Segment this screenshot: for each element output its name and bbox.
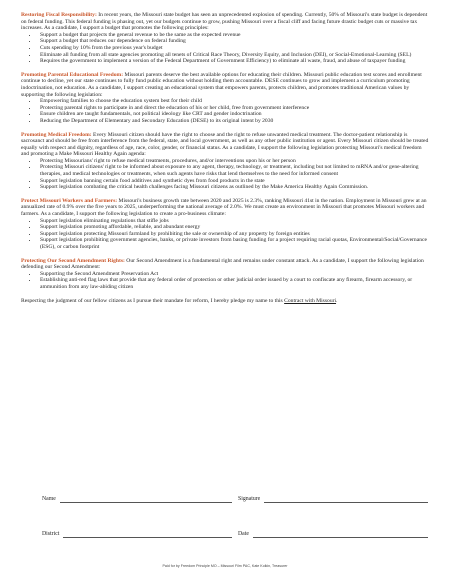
policy-section xyxy=(21,258,429,291)
bullet-item: • Protecting Missouri citizens' right to be informed about exposure to any agent, therapy, technology, or treatment, including but not limited to mRNA and/or gene-altering therapies, and medical technologies or treatments, when such agents have risks that lend themselves to the need for informed consent xyxy=(38,164,429,177)
policy-sections xyxy=(21,12,429,291)
bullet-item: • Requires the government to implement a version of the Federal Department of Government Efficiency) to eliminate all waste, fraud, and abuse of taxpayer funding xyxy=(38,58,429,65)
bullet-item: • Support legislation prohibiting government agencies, banks, or private investors from basing funding for a project requiring racial quotas, Environmental/Social/Governance (ESG), or carbon footprint xyxy=(38,237,429,250)
bullet-item: • Support legislation promoting affordable, reliable, and abundant energy xyxy=(38,224,429,231)
bullet-item: • Ensure children are taught fundamentals, not political ideology like CRT and gender indoctrination xyxy=(38,111,429,118)
name-field[interactable] xyxy=(42,496,232,503)
bullet-list xyxy=(21,158,429,191)
bullet-list xyxy=(21,98,429,124)
section-paragraph xyxy=(21,72,429,98)
district-field[interactable] xyxy=(42,531,232,538)
bullet-item: • Cuts spending by 10% from the previous year's budget xyxy=(38,45,429,52)
policy-section xyxy=(21,12,429,65)
bullet-item: • Support legislation protecting Missouri farmland by prohibiting the sale or ownership of any property by foreign entities xyxy=(38,231,429,238)
bullet-item: • Reducing the Department of Elementary and Secondary Education (DESE) to its original intent by 2030 xyxy=(38,118,429,125)
signature-row-1 xyxy=(42,496,429,503)
closing-pledge-paragraph xyxy=(21,298,429,305)
bullet-item: • Support a budget that reduces our dependence on federal funding xyxy=(38,38,429,45)
bullet-item: • Support legislation combating the critical health challenges facing Missouri citizens as outlined by the Make America Healthy Again Commission. xyxy=(38,184,429,191)
bullet-item: • Support legislation eliminating regulations that stifle jobs xyxy=(38,218,429,225)
bullet-list xyxy=(21,271,429,291)
name-line[interactable] xyxy=(60,496,232,503)
signature-field[interactable] xyxy=(238,496,428,503)
district-line[interactable] xyxy=(63,531,232,538)
signature-label: Signature xyxy=(238,496,261,503)
section-heading: Promoting Medical Freedom: xyxy=(21,131,92,138)
contract-title-underlined: Contract with Missouri xyxy=(284,297,337,304)
bullet-item: • Establishing anti-red flag laws that provide that any federal order of protection or other judicial order issued by a court to confiscate any firearm, firearm accessory, or ammunition from any law-abiding citizen xyxy=(38,277,429,290)
date-line[interactable] xyxy=(253,531,428,538)
paid-for-by-footer: Paid for by Freedom Principle MO – Missouri Film PAC, Kate Kolkin, Treasurer xyxy=(162,564,288,568)
body-text: Missouri's business growth rate between 2020 and 2025 is 2.3%, ranking Missouri 41st in the nation. Employment in Missouri grew at an annualized rate of 0.9% over the five years to 2025, underperforming the national average of 2.0%. We must create an environment in Missouri that promotes Missouri workers and farmers. As a candidate, I support the following legislation to create a pro-business climate: xyxy=(21,197,427,218)
section-heading: Promoting Parental Educational Freedom: xyxy=(21,71,124,78)
bullet-item: • Empowering families to choose the education system best for their child xyxy=(38,98,429,105)
body-text: Our Second Amendment is a fundamental right and remains under constant attack. As a candidate, I support the following legislation defending our Second Amendment: xyxy=(21,257,424,271)
body-text: In recent years, the Missouri state budget has seen an unprecedented explosion of spending. Currently, 50% of Missouri's state budget is dependent on federal funding. This federal funding is phasing out, yet our budgets continue to grow, pushing Missouri over a fiscal cliff and facing future drastic budget cuts or massive tax increases. As a candidate, I support a budget that promotes the following principles: xyxy=(21,12,428,32)
bullet-item: • Support legislation banning certain food additives and synthetic dyes from food products in the state xyxy=(38,178,429,185)
body-text: Missouri parents deserve the best available options for educating their children. Missouri public education test scores and enrollment continue to decline, yet our state continues to fully fund public education without holding them accountable. DESE continues to grow and implement a curriculum promoting indoctrination, not education. As a candidate, I support creating an educational system that empowers parents, protects children, and promotes traditional American values by supporting the following legislation: xyxy=(21,71,422,98)
section-paragraph xyxy=(21,12,429,32)
section-paragraph xyxy=(21,132,429,158)
district-label: District xyxy=(42,531,60,538)
bullet-item: • Eliminate all funding from all state agencies promoting all tenets of Critical Race Theory, Diversity Equity, and Inclusion (DEI), or Social-Emotional-Learning (SEL) xyxy=(38,52,429,59)
bullet-item: • Supporting the Second Amendment Preservation Act xyxy=(38,271,429,278)
bullet-list xyxy=(21,32,429,65)
signature-row-2 xyxy=(42,531,429,538)
date-field[interactable] xyxy=(238,531,428,538)
name-label: Name xyxy=(42,496,56,503)
section-heading: Protecting Our Second Amendment Rights: xyxy=(21,257,125,264)
policy-section xyxy=(21,132,429,191)
policy-section xyxy=(21,198,429,251)
closing-text: Respecting the judgment of our fellow citizens as I pursue their mandate for reform, I hereby pledge my name to this xyxy=(21,297,285,304)
bullet-item: • Support a budget that projects the general revenue to be the same as the expected revenue xyxy=(38,32,429,39)
policy-section xyxy=(21,72,429,125)
body-text: Every Missouri citizen should have the right to choose and the right to refuse unwanted medical treatment. The doctor-patient relationship is sacrosanct and should be free from interference from the federal, state, and local government, as well as any other public institution or agent. Every Missouri citizen should be treated equally with respect and dignity, regardless of age, race, color, gender, or financial status. As a candidate, I support the following legislation protecting Missouri's medical freedom and promoting a Make Missouri Healthy Again agenda: xyxy=(21,131,429,158)
bullet-list xyxy=(21,218,429,251)
section-paragraph xyxy=(21,258,429,271)
section-heading: Protect Missouri Workers and Farmers: xyxy=(21,197,118,204)
bullet-item: • Protecting parental rights to participate in and direct the education of his or her child, free from government interference xyxy=(38,105,429,112)
closing-text: . xyxy=(336,297,338,304)
date-label: Date xyxy=(238,531,249,538)
bullet-item: • Protecting Missourians' right to refuse medical treatments, procedures, and/or interventions upon his or her person xyxy=(38,158,429,165)
section-heading: Restoring Fiscal Responsibility: xyxy=(21,12,97,18)
signature-line[interactable] xyxy=(264,496,428,503)
section-paragraph xyxy=(21,198,429,218)
